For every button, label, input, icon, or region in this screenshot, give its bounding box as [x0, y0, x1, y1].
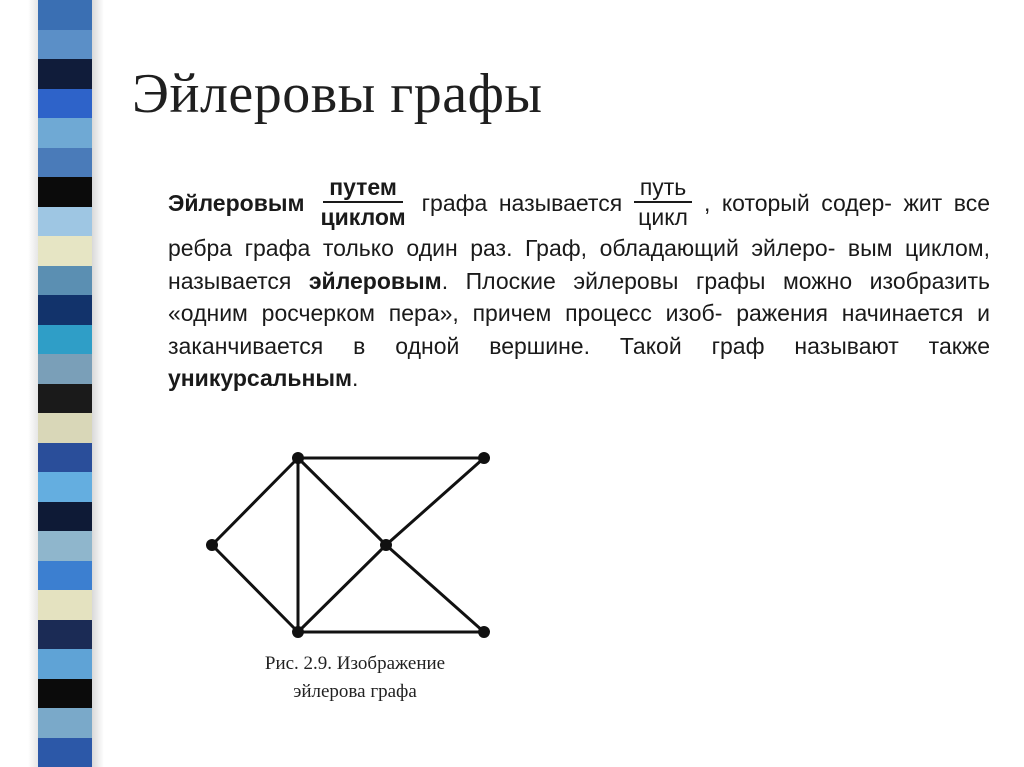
- graph-vertex: [292, 626, 304, 638]
- text-mid: графа называется: [421, 190, 623, 217]
- fraction-top: путем: [323, 175, 403, 203]
- text-line3-start: вым циклом, называется: [168, 235, 991, 294]
- caption-line-2: эйлерова графа: [293, 681, 417, 702]
- graph-vertex: [206, 539, 218, 551]
- graph-vertex: [292, 452, 304, 464]
- caption-line-1: Рис. 2.9. Изображение: [264, 653, 446, 674]
- graph-edge: [212, 458, 298, 545]
- graph-vertex: [478, 626, 490, 638]
- graph-edge: [386, 545, 484, 632]
- graph-edge: [386, 458, 484, 545]
- text-line1-end: , который содер-: [703, 190, 892, 217]
- term-unicursal: уникурсальным: [168, 365, 353, 391]
- graph-vertex: [380, 539, 392, 551]
- graph-edge: [298, 545, 386, 632]
- term-euler-graph: эйлеровым: [308, 267, 442, 294]
- fraction-top: путь: [634, 175, 692, 203]
- figure-caption: [230, 650, 480, 706]
- text-line3-end: . Плоские эйлеровы графы: [441, 267, 766, 294]
- graph-edge: [298, 458, 386, 545]
- fraction-bottom: циклом: [320, 204, 406, 230]
- term-eulerian: Эйлеровым: [168, 190, 305, 217]
- graph-edge: [212, 545, 298, 632]
- text-line6-start: называют также: [794, 332, 990, 359]
- text-line2: жит все ребра графа только один раз. Граф, обладающий эйлеро-: [168, 190, 990, 261]
- text-line4: можно изобразить «одним росчерком пера», причем процесс изоб-: [168, 267, 991, 326]
- text-line5: ражения начинается и заканчивается в одной вершине. Такой граф: [168, 300, 990, 359]
- fraction-bottom: цикл: [638, 204, 688, 230]
- graph-vertex: [478, 452, 490, 464]
- text-line6-end: .: [352, 365, 359, 391]
- slide-title: Эйлеровы графы: [132, 63, 543, 125]
